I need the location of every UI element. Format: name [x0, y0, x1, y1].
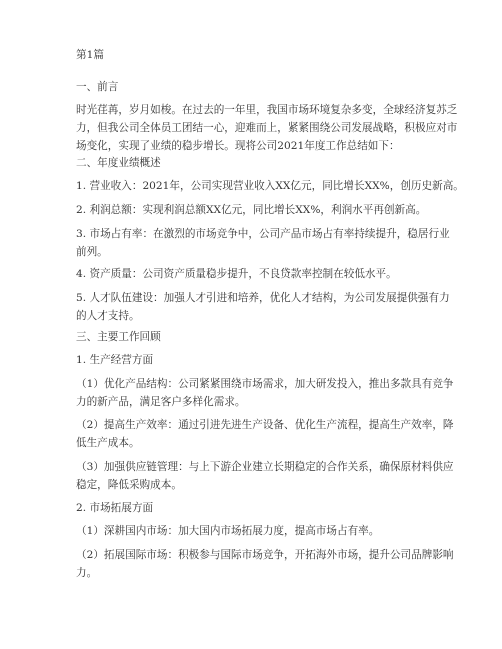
review-item-1-3-line-1: （3）加强供应链管理：与上下游企业建立长期稳定的合作关系，确保原材料供应 — [76, 461, 454, 473]
performance-item-3-line-1: 3. 市场占有率：在激烈的市场竞争中，公司产品市场占有率持续提升，稳居行业 — [76, 228, 450, 240]
performance-item-1: 1. 营业收入：2021年，公司实现营业收入XX亿元，同比增长XX%，创历史新高。 — [76, 180, 464, 192]
chapter-title: 第1篇 — [76, 49, 104, 61]
review-item-2-1: （1）深耕国内市场：加大国内市场拓展力度，提高市场占有率。 — [76, 525, 380, 537]
review-item-2-2-line-1: （2）拓展国际市场：积极参与国际市场竞争，开拓海外市场，提升公司品牌影响 — [76, 549, 454, 561]
performance-item-2: 2. 利润总额：实现利润总额XX亿元，同比增长XX%，利润水平再创新高。 — [76, 204, 427, 216]
review-item-1-2-line-2: 低生产成本。 — [76, 437, 140, 449]
performance-item-5-line-2: 的人才支持。 — [76, 310, 140, 322]
review-section-1: 1. 生产经营方面 — [76, 354, 154, 366]
review-heading: 三、主要工作回顾 — [76, 331, 161, 343]
review-section-2: 2. 市场拓展方面 — [76, 502, 154, 514]
intro-paragraph-line-2: 力，但我公司全体员工团结一心，迎难而上，紧紧围绕公司发展战略，积极应对市 — [76, 122, 458, 134]
review-item-1-2-line-1: （2）提高生产效率：通过引进先进生产设备、优化生产流程，提高生产效率，降 — [76, 419, 454, 431]
performance-item-5-line-1: 5. 人才队伍建设：加强人才引进和培养，优化人才结构，为公司发展提供强有力 — [76, 292, 450, 304]
intro-paragraph-line-1: 时光荏苒，岁月如梭。在过去的一年里，我国市场环境复杂多变，全球经济复苏乏 — [76, 104, 458, 116]
review-item-1-3-line-2: 稳定，降低采购成本。 — [76, 479, 182, 491]
review-item-2-2-line-2: 力。 — [76, 567, 98, 579]
performance-item-3-line-2: 前列。 — [76, 246, 108, 258]
intro-paragraph-line-3: 场变化，实现了业绩的稳步增长。现将公司2021年度工作总结如下： — [76, 140, 400, 152]
review-item-1-1-line-1: （1）优化产品结构：公司紧紧围绕市场需求，加大研发投入，推出多款具有竞争 — [76, 378, 454, 390]
performance-heading: 二、年度业绩概述 — [76, 157, 161, 169]
intro-heading: 一、前言 — [76, 81, 119, 93]
review-item-1-1-line-2: 力的新产品，满足客户多样化需求。 — [76, 396, 246, 408]
performance-item-4: 4. 资产质量：公司资产质量稳步提升，不良贷款率控制在较低水平。 — [76, 268, 397, 280]
